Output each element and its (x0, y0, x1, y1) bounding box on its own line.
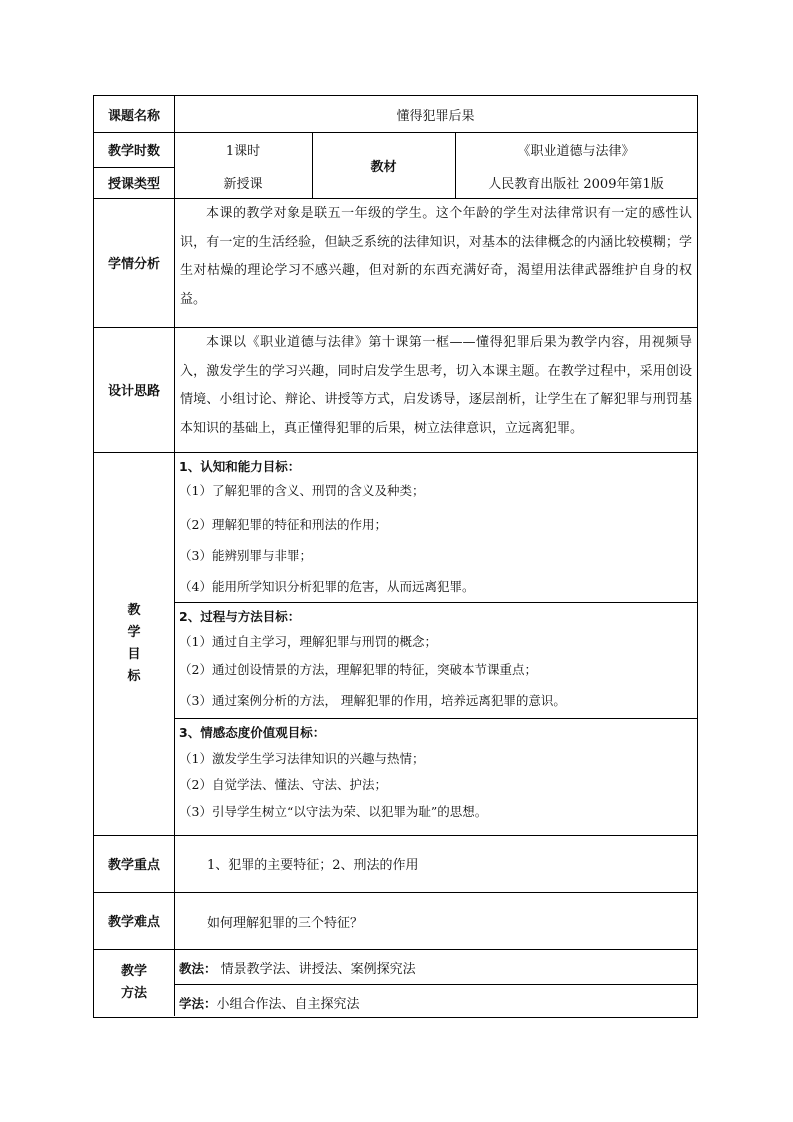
textbook-publisher: 人民教育出版社 2009年第1版 (488, 177, 664, 192)
teaching-method-text: 情景教学法、讲授法、案例探究法 (216, 962, 416, 977)
design-text: 本课以《职业道德与法律》第十课第一框——懂得犯罪后果为教学内容，用视频导入，激发学生的学习兴趣，同时启发学生思考，切入本课主题。在教学过程中，采用创设情境、小组讨论、辩论、讲授等方式，启发诱导，逐层剖析，让学生在了解犯罪与刑罚基本知识的基础上，真正懂得犯罪的后果，树立法律意识，立远离犯罪。 (180, 335, 692, 436)
lesson-plan-table (93, 95, 698, 1018)
column-divider (174, 96, 175, 1016)
difficulties-text: 如何理解犯罪的三个特征？ (207, 916, 364, 931)
row-divider (94, 327, 697, 328)
analysis-text: 本课的教学对象是联五一年级的学生。这个年龄的学生对法律常识有一定的感性认识，有一定的生活经验，但缺乏系统的法律知识，对基本的法律概念的内涵比较模糊；学生对枯燥的理论学习不感兴趣，但对新的东西充满好奇，渴望用法律武器维护自身的权益。 (180, 206, 692, 307)
key-points-text: 1、犯罪的主要特征；2、刑法的作用 (207, 858, 419, 873)
design-label: 设计思路 (107, 384, 160, 399)
goals-label (94, 452, 174, 835)
type-label: 授课类型 (107, 177, 160, 192)
process-goal-title: 2、过程与方法目标： (179, 609, 301, 624)
hours-label: 教学时数 (107, 144, 160, 159)
learning-method-label: 学法： (179, 996, 217, 1011)
row-divider (94, 198, 697, 199)
process-goal-item: （2）通过创设情景的方法，理解犯罪的特征，突破本节课重点； (179, 662, 537, 677)
cognitive-goal-title: 1、认知和能力目标： (179, 459, 301, 474)
row-divider (94, 949, 697, 950)
goals-label-char: 标 (127, 668, 141, 684)
row-divider (174, 984, 697, 985)
row-divider (174, 602, 697, 603)
textbook-title: 《职业道德与法律》 (517, 144, 635, 159)
type-value: 新授课 (223, 177, 263, 192)
row-divider (94, 452, 697, 453)
hours-value: 1课时 (225, 144, 261, 159)
row-divider (94, 892, 697, 893)
goals-label-char: 教 (127, 602, 141, 618)
topic-value: 懂得犯罪后果 (396, 108, 475, 124)
process-goal-item: （1）通过自主学习，理解犯罪与刑罚的概念； (179, 634, 437, 649)
emotion-goal-item: （1）激发学生学习法律知识的兴趣与热情； (179, 751, 425, 766)
teaching-method-label: 教法： (179, 961, 217, 976)
methods-label-line: 方法 (120, 985, 147, 1001)
difficulties-label: 教学难点 (107, 915, 160, 930)
emotion-goal-item: （3）引导学生树立“以守法为荣、以犯罪为耻”的思想。 (179, 804, 488, 819)
cognitive-goal-item: （3）能辨别罪与非罪； (179, 548, 312, 563)
analysis-label: 学情分析 (107, 257, 160, 272)
cognitive-goal-item: （2）理解犯罪的特征和刑法的作用； (179, 517, 387, 532)
teaching-method (179, 958, 416, 977)
goals-label-char: 学 (127, 624, 141, 640)
goals-label-char: 目 (127, 646, 141, 662)
learning-method (179, 993, 360, 1012)
row-divider (94, 835, 697, 836)
emotion-goal-item: （2）自觉学法、懂法、守法、护法； (179, 777, 387, 792)
emotion-goal-title: 3、情感态度价值观目标： (179, 725, 326, 740)
key-points-label: 教学重点 (107, 858, 160, 873)
cognitive-goal-item: （4）能用所学知识分析犯罪的危害，从而远离犯罪。 (179, 579, 475, 594)
process-goal-item: （3）通过案例分析的方法， 理解犯罪的作用，培养远离犯罪的意识。 (179, 693, 566, 708)
textbook-label: 教材 (370, 159, 397, 175)
topic-label: 课题名称 (107, 108, 160, 124)
learning-method-text: 小组合作法、自主探究法 (216, 997, 360, 1012)
methods-label-line: 教学 (120, 963, 147, 979)
methods-label (94, 949, 174, 1016)
row-divider (174, 718, 697, 719)
cognitive-goal-item: （1）了解犯罪的含义、刑罚的含义及种类； (179, 483, 425, 498)
